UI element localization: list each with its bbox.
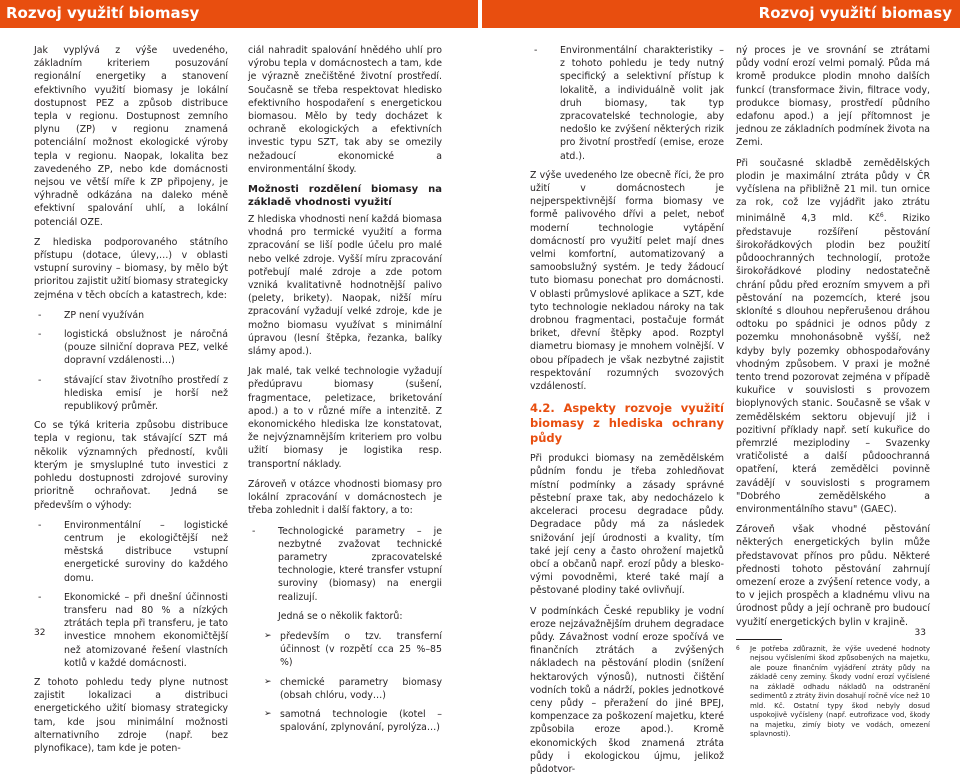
paragraph: Z výše uvedeného lze obecně říci, že pro užití v domácnostech je nejperspektivnější forma biomasy ve formě palivového dřívi a pelet, neboť moderní technologie vytápění domácností pro využití pelet mají dnes velmi komfortní, automatizovaný a samoobslužný systém. Je tedy žádoucí tuto biomasu ponechat pro domácnosti. V oblasti průmyslové aplikace a SZT, kde tyto technologie nekladou nároky na tak drobnou fragmentaci, postačuje formát briket, dřevní štěpky apod. Rozptyl diametru biomasy je mnohem volnější. V obou případech je však nezbytné zajistit respektování rozumných svozových vzdáleností. <box>530 169 724 393</box>
paragraph: Z tohoto pohledu tedy plyne nutnost zajistit lokalizaci a distribuci energetického užití biomasy strategicky tam, kde jsou minimální možnosti alternativního zdroje (např. bez plynofikace), tam kde je poten- <box>34 676 228 754</box>
list-item: - Environmentální charakteristiky – z tohoto pohledu je tedy nutný specifický a selektivní přístup k lokalitě, a individuálně volit jak druh biomasy, tak typ zpracovatelské technologie, aby nedošlo ke zvýšení některých rizik pro životní prostředí (emise, eroze atd.). <box>530 44 724 163</box>
list-item: - Technologické parametry – je nezbytné zvažovat technické parametry zpracovatelské technologie, které transfer vstupní suroviny (biomasy) na energii realizují. <box>248 525 442 604</box>
paragraph: ný proces je ve srovnání se ztrátami půdy vodní erozí velmi pomalý. Půda má kromě produkce plodin mnoho dalších funkcí (transformace živin, filtrace vody, produkce biomasy, prostředí půdního edafonu apod.) a její přítomnost je jednou ze základních podmínek života na Zemi. <box>736 45 931 149</box>
header-title-right: Rozvoj využití biomasy <box>758 4 952 22</box>
paragraph: Zároveň však vhodné pěstování některých energetických bylin může představovat přínos pro půdu. Některé přednosti tohoto pěstování zahrnují omezení eroze a zvýšení retence vody, a to v jejich prospěch a kladnému vlivu na úrodnost půdy a její ochraně pro budoucí využití energetických bylin v krajině. <box>736 524 930 628</box>
footnote-divider <box>736 639 782 640</box>
bullet-item: ➢ chemické parametry biomasy (obsah chlóru, vody…) <box>264 676 442 702</box>
paragraph: Při produkci biomasy na zemědělském půdním fondu je třeba zohledňovat místní podmínky a zásady správné pěstební praxe tak, aby nedocházelo k akceleraci procesu degradace půdy. Degradace půdy má za následek snižování její úrodnosti a kvality, tím také její ceny a často ohrožení majetků obcí a občanů např. erozí půdy a bleskovými povodněmi, které také mají a pěstované plodiny také ovlivňují. <box>530 453 724 597</box>
column-2 <box>248 44 442 740</box>
header-title-left: Rozvoj využití biomasy <box>6 4 200 22</box>
header-bar-left <box>0 0 478 28</box>
bullet-item: ➢ především o tzv. transferní účinnost (v rozpětí cca 25 %–85 %) <box>264 630 442 670</box>
paragraph <box>736 157 930 517</box>
footnote-text: Je potřeba zdůraznit, že výše uvedené hodnoty nejsou vyčísleními škod způsobených na majetku, ale pouze finančním vyjádření ztráty půdy na základě ceny zeminy. Škody vodní erozí vyčíslené na základě odhadu nákladů na odstranění sedimentů z ztráty živin dosahují ročně více než 10 mld. Kč. Ostatní typy škod nebyly dosud uspokojivě vyčísleny (např. eutrofizace vod, škody na majetku, zimíy bioty ve vodách, omezení splavnosti). <box>750 644 930 739</box>
paragraph: Jak vyplývá z výše uvedeného, základním kriteriem posuzování regionální energetiky a stanovení efektivního využití biomasy je lokální dostupnost PEZ a způsob distribuce tepla v regionu. Dostupnost zemního plynu (ZP) v regionu znamená potenciální možnost ekologické výroby tepla v regionu. Naopak, lokalita bez zavedeného ZP, nebo kde domácnosti nejsou ve větší míře k ZP připojeny, je výhradně odkázána na daleko méně efektivní spalování uhlí, a lokální potenciál OZE. <box>34 45 228 228</box>
footnote-ref[interactable]: 6 <box>879 212 884 220</box>
paragraph: Zároveň v otázce vhodnosti biomasy pro lokální zpracování v domácnostech je třeba zohlednit i další faktory, a to: <box>248 478 442 517</box>
section-heading: 4.2. Aspekty rozvoje využití biomasy z hlediska ochrany půdy <box>530 401 724 446</box>
page-number-right: 33 <box>914 628 926 638</box>
list-item: - logistická obslužnost je náročná (pouze silniční doprava PEZ, velké dopravní vzdálenosti…) <box>34 328 228 368</box>
column-3 <box>530 44 724 783</box>
column-4 <box>736 44 930 740</box>
paragraph: ciál nahradit spalování hnědého uhlí pro výrobu tepla v domácnostech a tam, kde je výrazně znečištěné životní prostředí. Současně se třeba respektovat hledisko efektivního hospodaření s energetickou biomasou. Mělo by tedy docházet k ochraně ekologických a efektivních investic typu SZT, tak aby se omezily nežadoucí ekonomické a environmentální škody. <box>248 45 442 175</box>
paragraph: Z hlediska vhodnosti není každá biomasa vhodná pro termické využití a forma zpracování se liší podle účelu pro malé nebo velké zdroje. Vyšší míru zpracování potřebují malé zdroje a zde potom vzniká kvalitativně hodnotnější palivo (pelety, brikety). Naopak, nižší míru zpracování vyžadují velké zdroje, kde je možno biomasu využívat s minimální úpravou (lesní štěpka, řezanka, balíky slámy apod.). <box>248 214 442 358</box>
bullet-item: ➢ samotná technologie (kotel – spalování, zplynování, pyrolýza…) <box>264 708 442 734</box>
paragraph: V podmínkách České republiky je vodní eroze nejzávažnějším druhem degradace půdy. Závažnost vodní eroze spočívá ve finančních ztrátách a zvýšených nákladech na pěstování plodin (snížení hektarových výnosů), nutnosti čištění vodních toků a nádrží, pokles jednotkové ceny půdy – přeražení do jiné BPEJ, kompenzace za poškození majetku, které způsobila eroze apod.). Kromě ekonomických škod znamená ztráta půdy i ekologickou újmu, jelikož půdotvor- <box>530 605 724 775</box>
paragraph: Jak malé, tak velké technologie vyžadují předúpravu biomasy (sušení, fragmentace, peletizace, briketování apod.) a to v různé míře a intenzitě. Z ekonomického hlediska lze konstatovat, že nejvýznamnějším kriteriem pro volbu užití biomasy je logistika resp. transportní náklady. <box>248 366 442 470</box>
footnote-mark: 6 <box>736 645 740 652</box>
paragraph: Z hlediska podporovaného státního přístupu (dotace, úlevy,…) v oblasti vstupní suroviny – biomasy, by mělo být prioritou zajistit užití biomasy strategicky zejména v těch obcích a katastrech, kde: <box>34 236 228 301</box>
paragraph: Co se týká kriteria způsobu distribuce tepla v regionu, tak stávající SZT má několik významných předností, kvůli kterým je smysluplné tuto investici z pohledu dostupnosti zdrojové suroviny prioritně ochraňovat. Jedná se především o výhody: <box>34 420 228 511</box>
header-bar-right <box>482 0 960 28</box>
column-1 <box>34 44 228 762</box>
section-heading: Možnosti rozdělení biomasy na základě vhodnosti využití <box>248 184 442 209</box>
list-item: - Ekonomické – při dnešní účinnosti transferu nad 80 % a nízkých ztrátách tepla při transferu, je tato investice mnohem ekonomičtější než atomizované řešení vlastních kotlů v každé domácnosti. <box>34 591 228 670</box>
paragraph: Jedná se o několik faktorů: <box>278 610 403 622</box>
footnote <box>736 645 930 740</box>
paragraph-text: . Riziko představuje rozšíření pěstování širokořádkových plodin bez použití půdoochranných technologií, protože širokořádkové plodiny nedostatečně chrání půdu před erozním smyvem a při pěstování na pozemcích, které jsou skloníté s dlouhou nepřerušenou dráhou odtoku po spádnici je odnos půdy z pozemku mnohonásobně vyšší, než kdyby byly pozemky obhospodařovány vhodným způsobem. V praxi je možné tento trend pozorovat zejména v případě kukuřice v souvislosti s provozem bioplynových stanic. Současně se však v zemědělském sektoru objevují již i pozitivní příklady např. setí kukuřice do přemrzlé meziplodiny – Svazenky vratičolisté a další půdoochranná opatření, která zemědělci povinně zavádějí v souvislosti s programem "Dobrého zemědělského a environmentálního stavu" (GAEC). <box>736 213 930 516</box>
list-item: - ZP není využíván <box>34 309 228 322</box>
list-item: - stávající stav životního prostředí z hlediska emisí je horší než republikový průměr. <box>34 374 228 414</box>
paragraph-text: Při současné skladbě zemědělských plodin je maximální ztráta půdy v ČR vyčíslena na přibližně 21 mil. tun ornice za rok, což lze vyjádřit jako ztrátu minimálně 4,3 mld. Kč <box>736 157 930 225</box>
list-item: - Environmentální – logistické centrum je ekologičtější než městská distribuce vstupní energetické suroviny do každého domu. <box>34 519 228 585</box>
page-number-left: 32 <box>34 628 46 638</box>
